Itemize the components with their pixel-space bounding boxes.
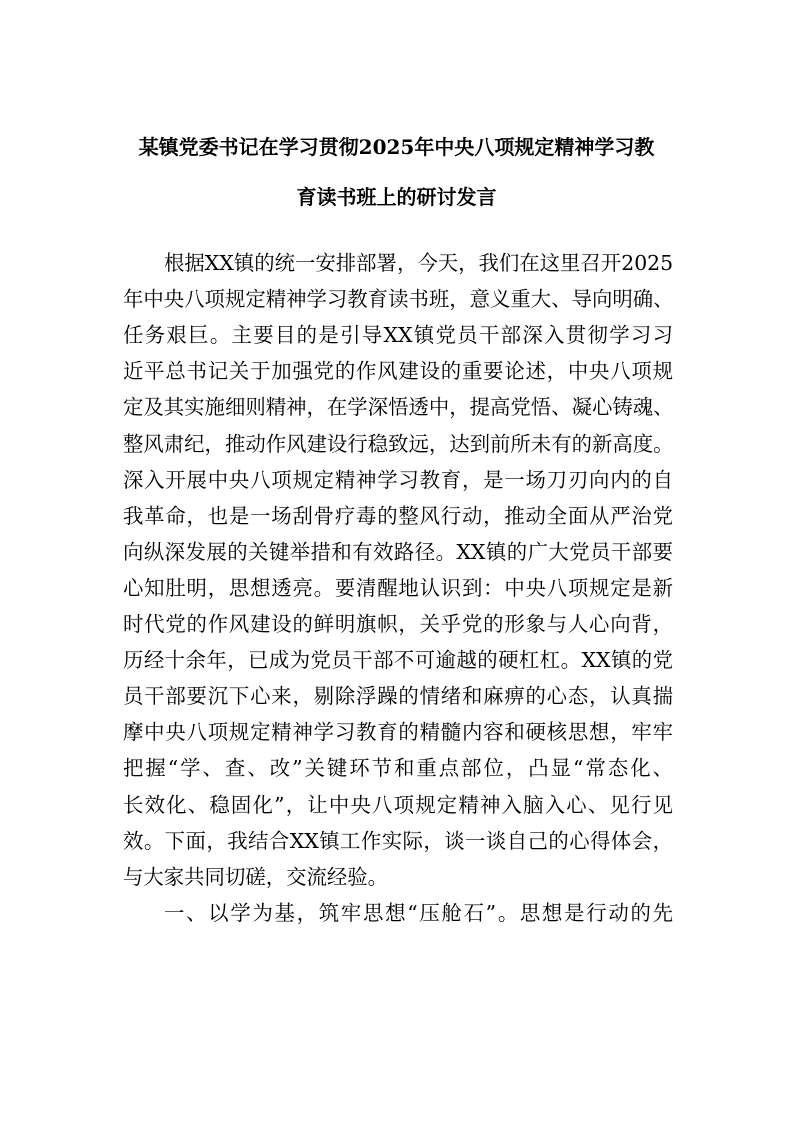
paragraph-line: 定及其实施细则精神，在学深悟透中，提高党悟、凝心铸魂、 [123,395,674,420]
document-title-line-1: 某镇党委书记在学习贯彻2025年中央八项规定精神学习教 [138,135,655,159]
paragraph-line: 我革命，也是一场刮骨疗毒的整风行动，推动全面从严治党 [123,503,673,528]
paragraph-line: 向纵深发展的关键举措和有效路径。XX镇的广大党员干部要 [123,539,673,564]
paragraph-line: 效。下面，我结合XX镇工作实际，谈一谈自己的心得体会， [123,828,673,853]
paragraph-line: 深入开展中央八项规定精神学习教育，是一场刀刃向内的自 [123,467,673,492]
paragraph-line: 近平总书记关于加强党的作风建设的重要论述，中央八项规 [123,359,673,384]
paragraph-line: 时代党的作风建设的鲜明旗帜，关乎党的形象与人心向背， [123,612,673,636]
paragraph-line: 与大家共同切磋，交流经验。 [123,864,389,889]
paragraph-line: 员干部要沉下心来，剔除浮躁的情绪和麻痹的心态，认真揣 [123,684,673,709]
document-title-line-2: 育读书班上的研讨发言 [296,185,497,209]
paragraph-line: 把握“学、查、改”关键环节和重点部位，凸显“常态化、 [123,756,673,781]
paragraph-line: 摩中央八项规定精神学习教育的精髓内容和硬核思想，牢牢 [123,720,673,745]
paragraph-line: 根据XX镇的统一安排部署，今天，我们在这里召开2025 [164,251,674,275]
paragraph-line: 历经十余年，已成为党员干部不可逾越的硬杠杠。XX镇的党 [123,648,673,673]
paragraph-line: 整风肃纪，推动作风建设行稳致远，达到前所未有的新高度。 [123,431,674,456]
paragraph-line: 长效化、稳固化”，让中央八项规定精神入脑入心、见行见 [123,792,673,817]
paragraph-line: 年中央八项规定精神学习教育读书班，意义重大、导向明确、 [123,287,674,312]
paragraph-line: 心知肚明，思想透亮。要清醒地认识到：中央八项规定是新 [123,575,673,600]
paragraph-line: 任务艰巨。主要目的是引导XX镇党员干部深入贯彻学习习 [123,323,673,348]
paragraph-line: 一、以学为基，筑牢思想“压舱石”。思想是行动的先 [164,900,673,925]
